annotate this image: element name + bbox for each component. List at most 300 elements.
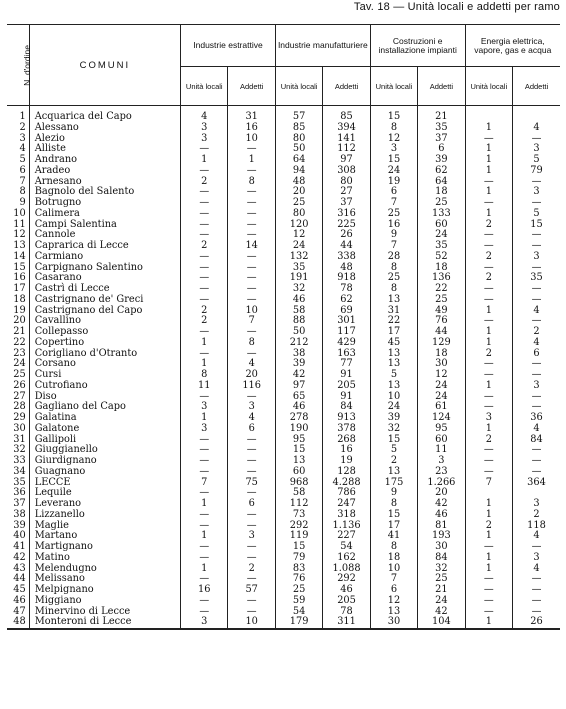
comune-name: Bagnolo del Salento <box>29 187 180 198</box>
costr-unita: 28 <box>370 252 417 263</box>
energia-unita: 1 <box>465 381 512 392</box>
energia-addetti: 5 <box>513 155 560 166</box>
manuf-addetti: 77 <box>323 359 370 370</box>
costr-addetti: 193 <box>418 531 465 542</box>
table-row <box>7 316 560 327</box>
manuf-addetti: 46 <box>323 585 370 596</box>
costr-unita: 41 <box>370 531 417 542</box>
energia-unita: — <box>465 359 512 370</box>
energia-addetti: 4 <box>513 564 560 575</box>
table-row <box>7 106 560 123</box>
estrattive-addetti: — <box>228 252 275 263</box>
energia-addetti: — <box>513 295 560 306</box>
estrattive-unita: 3 <box>181 123 228 134</box>
costr-addetti: 21 <box>418 585 465 596</box>
manuf-unita: 112 <box>275 499 322 510</box>
row-number: 3 <box>19 132 26 144</box>
estrattive-unita: — <box>181 456 228 467</box>
estrattive-unita: 2 <box>181 306 228 317</box>
costr-addetti: 1.266 <box>418 478 465 489</box>
energia-addetti: 5 <box>513 209 560 220</box>
row-number: 21 <box>13 326 26 337</box>
manuf-addetti: 44 <box>323 241 370 252</box>
comune-name: Castrignano del Capo <box>29 306 180 317</box>
costr-unita: 8 <box>370 123 417 134</box>
row-number: 6 <box>19 164 26 176</box>
manuf-addetti: 394 <box>323 123 370 134</box>
costr-addetti: 62 <box>418 166 465 177</box>
manuf-unita: 32 <box>275 284 322 295</box>
comune-name: Corigliano d'Otranto <box>29 349 180 360</box>
header-unita-locali: Unità locali <box>370 67 417 106</box>
table-row <box>7 467 560 478</box>
costr-addetti: 133 <box>418 209 465 220</box>
manuf-unita: 58 <box>275 306 322 317</box>
energia-addetti: 3 <box>513 187 560 198</box>
header-group-estrattive: Industrie estrattive <box>181 25 276 67</box>
energia-addetti: 4 <box>513 424 560 435</box>
costr-unita: 175 <box>370 478 417 489</box>
costr-addetti: 104 <box>418 617 465 629</box>
comune-name: Gallipoli <box>29 435 180 446</box>
estrattive-addetti: — <box>228 220 275 231</box>
costr-addetti: 22 <box>418 284 465 295</box>
table-row <box>7 198 560 209</box>
comune-name: Guagnano <box>29 467 180 478</box>
costr-addetti: 30 <box>418 542 465 553</box>
costr-unita: 10 <box>370 564 417 575</box>
comune-name: Lizzanello <box>29 510 180 521</box>
data-table <box>7 24 560 630</box>
estrattive-addetti: 4 <box>228 359 275 370</box>
estrattive-unita: — <box>181 273 228 284</box>
manuf-unita: 46 <box>275 295 322 306</box>
comune-name: Diso <box>29 392 180 403</box>
row-number: 12 <box>13 229 26 241</box>
estrattive-unita: 8 <box>181 370 228 381</box>
energia-unita: 1 <box>465 166 512 177</box>
row-number: 2 <box>19 121 26 133</box>
table-row <box>7 456 560 467</box>
row-number: 18 <box>13 293 26 305</box>
comune-name: Collepasso <box>29 327 180 338</box>
estrattive-addetti: 2 <box>228 564 275 575</box>
manuf-unita: 76 <box>275 574 322 585</box>
energia-unita: — <box>465 574 512 585</box>
manuf-addetti: 429 <box>323 338 370 349</box>
estrattive-addetti: — <box>228 456 275 467</box>
estrattive-unita: — <box>181 553 228 564</box>
costr-unita: 13 <box>370 381 417 392</box>
manuf-unita: 88 <box>275 316 322 327</box>
estrattive-addetti: 7 <box>228 316 275 327</box>
costr-unita: 15 <box>370 435 417 446</box>
table-row <box>7 564 560 575</box>
energia-unita: — <box>465 596 512 607</box>
estrattive-unita: 1 <box>181 359 228 370</box>
manuf-addetti: 27 <box>323 187 370 198</box>
header-unita-locali: Unità locali <box>465 67 512 106</box>
energia-addetti: 4 <box>513 338 560 349</box>
energia-unita: 1 <box>465 499 512 510</box>
costr-addetti: 35 <box>418 241 465 252</box>
table-row <box>7 424 560 435</box>
header-addetti: Addetti <box>513 67 560 106</box>
costr-addetti: 24 <box>418 381 465 392</box>
estrattive-unita: 3 <box>181 134 228 145</box>
row-number: 22 <box>13 336 26 348</box>
comune-name: Melissano <box>29 574 180 585</box>
manuf-unita: 83 <box>275 564 322 575</box>
estrattive-unita: 1 <box>181 499 228 510</box>
energia-unita: 1 <box>465 187 512 198</box>
comune-name: Martignano <box>29 542 180 553</box>
manuf-addetti: 205 <box>323 381 370 392</box>
costr-unita: 30 <box>370 617 417 629</box>
estrattive-unita: — <box>181 230 228 241</box>
energia-unita: — <box>465 230 512 241</box>
estrattive-addetti: 3 <box>228 402 275 413</box>
manuf-addetti: 316 <box>323 209 370 220</box>
row-number: 19 <box>13 304 26 316</box>
comune-name: Martano <box>29 531 180 542</box>
row-number: 9 <box>19 197 26 208</box>
energia-unita: — <box>465 370 512 381</box>
manuf-unita: 35 <box>275 263 322 274</box>
manuf-addetti: 301 <box>323 316 370 327</box>
estrattive-unita: — <box>181 607 228 618</box>
energia-addetti: — <box>513 607 560 618</box>
comune-name: Acquarica del Capo <box>29 106 180 123</box>
energia-addetti: 4 <box>513 306 560 317</box>
estrattive-addetti: — <box>228 467 275 478</box>
estrattive-addetti: 31 <box>228 106 275 123</box>
manuf-addetti: 4.288 <box>323 478 370 489</box>
energia-unita: — <box>465 177 512 188</box>
manuf-unita: 39 <box>275 359 322 370</box>
energia-unita: 2 <box>465 349 512 360</box>
row-number: 14 <box>13 250 26 262</box>
manuf-unita: 15 <box>275 445 322 456</box>
estrattive-unita: — <box>181 435 228 446</box>
costr-addetti: 12 <box>418 370 465 381</box>
comune-name: Gagliano del Capo <box>29 402 180 413</box>
row-number: 45 <box>13 584 26 595</box>
manuf-addetti: 26 <box>323 230 370 241</box>
energia-addetti: 35 <box>513 273 560 284</box>
costr-addetti: 24 <box>418 596 465 607</box>
costr-unita: 18 <box>370 553 417 564</box>
costr-addetti: 24 <box>418 230 465 241</box>
table-row <box>7 402 560 413</box>
manuf-unita: 42 <box>275 370 322 381</box>
energia-addetti: 26 <box>513 617 560 629</box>
table-row <box>7 349 560 360</box>
comune-name: Alliste <box>29 144 180 155</box>
costr-unita: 12 <box>370 134 417 145</box>
estrattive-addetti: 8 <box>228 338 275 349</box>
manuf-addetti: 378 <box>323 424 370 435</box>
costr-unita: 13 <box>370 607 417 618</box>
manuf-addetti: 117 <box>323 327 370 338</box>
costr-addetti: 25 <box>418 574 465 585</box>
estrattive-addetti: 6 <box>228 424 275 435</box>
manuf-unita: 292 <box>275 521 322 532</box>
estrattive-unita: 1 <box>181 155 228 166</box>
table-row <box>7 499 560 510</box>
row-number: 39 <box>13 519 26 531</box>
manuf-unita: 57 <box>275 106 322 123</box>
estrattive-unita: 2 <box>181 316 228 327</box>
comune-name: Matino <box>29 553 180 564</box>
energia-unita: — <box>465 467 512 478</box>
energia-addetti: — <box>513 263 560 274</box>
manuf-addetti: 85 <box>323 106 370 123</box>
estrattive-addetti: 116 <box>228 381 275 392</box>
estrattive-addetti: 75 <box>228 478 275 489</box>
manuf-addetti: 69 <box>323 306 370 317</box>
costr-addetti: 76 <box>418 316 465 327</box>
manuf-unita: 278 <box>275 413 322 424</box>
manuf-addetti: 318 <box>323 510 370 521</box>
comune-name: Casarano <box>29 273 180 284</box>
estrattive-unita: — <box>181 295 228 306</box>
costr-addetti: 25 <box>418 198 465 209</box>
header-comuni: COMUNI <box>29 25 180 106</box>
manuf-unita: 54 <box>275 607 322 618</box>
energia-unita: 1 <box>465 617 512 629</box>
row-number: 24 <box>13 358 26 370</box>
costr-addetti: 3 <box>418 456 465 467</box>
table-row <box>7 510 560 521</box>
estrattive-unita: — <box>181 327 228 338</box>
energia-unita: 7 <box>465 478 512 489</box>
row-number: 34 <box>13 465 26 477</box>
row-number: 25 <box>13 369 26 380</box>
costr-unita: 9 <box>370 230 417 241</box>
table-row <box>7 585 560 596</box>
energia-unita: 1 <box>465 531 512 542</box>
row-number: 44 <box>13 573 26 585</box>
costr-addetti: 30 <box>418 359 465 370</box>
manuf-addetti: 162 <box>323 553 370 564</box>
comune-name: Cursi <box>29 370 180 381</box>
manuf-addetti: 80 <box>323 177 370 188</box>
costr-addetti: 61 <box>418 402 465 413</box>
energia-unita: — <box>465 295 512 306</box>
energia-addetti: — <box>513 284 560 295</box>
estrattive-addetti: — <box>228 542 275 553</box>
costr-addetti: 39 <box>418 155 465 166</box>
costr-unita: 6 <box>370 585 417 596</box>
costr-unita: 12 <box>370 596 417 607</box>
manuf-unita: 59 <box>275 596 322 607</box>
comune-name: Galatone <box>29 424 180 435</box>
costr-unita: 13 <box>370 467 417 478</box>
estrattive-addetti: — <box>228 596 275 607</box>
comune-name: Melpignano <box>29 585 180 596</box>
header-group-manufatturiere: Industrie manufatturiere <box>275 25 370 67</box>
row-number: 47 <box>13 605 26 617</box>
table-row <box>7 295 560 306</box>
row-number: 43 <box>13 562 26 574</box>
manuf-addetti: 91 <box>323 370 370 381</box>
costr-unita: 32 <box>370 424 417 435</box>
comune-name: Monteroni di Lecce <box>29 617 180 629</box>
estrattive-addetti: 10 <box>228 617 275 629</box>
row-number: 33 <box>13 455 26 466</box>
energia-unita: 2 <box>465 220 512 231</box>
comune-name: Maglie <box>29 521 180 532</box>
estrattive-addetti: — <box>228 327 275 338</box>
comune-name: Alezio <box>29 134 180 145</box>
row-number: 17 <box>13 283 26 294</box>
costr-addetti: 46 <box>418 510 465 521</box>
comune-name: Alessano <box>29 123 180 134</box>
estrattive-addetti: 14 <box>228 241 275 252</box>
energia-addetti: 3 <box>513 499 560 510</box>
costr-unita: 6 <box>370 187 417 198</box>
estrattive-addetti: — <box>228 392 275 403</box>
header-unita-locali: Unità locali <box>181 67 228 106</box>
manuf-unita: 94 <box>275 166 322 177</box>
manuf-addetti: 141 <box>323 134 370 145</box>
manuf-unita: 79 <box>275 553 322 564</box>
manuf-addetti: 163 <box>323 349 370 360</box>
manuf-unita: 15 <box>275 542 322 553</box>
manuf-addetti: 97 <box>323 155 370 166</box>
energia-unita: 1 <box>465 209 512 220</box>
costr-unita: 8 <box>370 499 417 510</box>
table-row <box>7 134 560 145</box>
estrattive-unita: 11 <box>181 381 228 392</box>
manuf-unita: 80 <box>275 134 322 145</box>
table-row <box>7 381 560 392</box>
manuf-unita: 120 <box>275 220 322 231</box>
row-number: 10 <box>13 207 26 219</box>
estrattive-addetti: 20 <box>228 370 275 381</box>
estrattive-unita: 1 <box>181 413 228 424</box>
energia-unita: 1 <box>465 123 512 134</box>
manuf-addetti: 19 <box>323 456 370 467</box>
row-number: 5 <box>19 154 26 165</box>
row-number: 20 <box>13 315 26 327</box>
estrattive-unita: 3 <box>181 402 228 413</box>
estrattive-unita: 3 <box>181 617 228 629</box>
manuf-addetti: 913 <box>323 413 370 424</box>
costr-unita: 19 <box>370 177 417 188</box>
energia-addetti: 118 <box>513 521 560 532</box>
table-row <box>7 327 560 338</box>
estrattive-addetti: — <box>228 574 275 585</box>
costr-addetti: 42 <box>418 607 465 618</box>
comune-name: Castrignano de' Greci <box>29 295 180 306</box>
row-number: 36 <box>13 487 26 499</box>
table-row <box>7 123 560 134</box>
table-row <box>7 413 560 424</box>
manuf-addetti: 227 <box>323 531 370 542</box>
energia-addetti: 84 <box>513 435 560 446</box>
comune-name: Cutrofiano <box>29 381 180 392</box>
estrattive-addetti: 4 <box>228 413 275 424</box>
energia-addetti: — <box>513 574 560 585</box>
manuf-addetti: 311 <box>323 617 370 629</box>
estrattive-unita: — <box>181 596 228 607</box>
estrattive-addetti: — <box>228 209 275 220</box>
energia-addetti: 2 <box>513 327 560 338</box>
row-number: 38 <box>13 508 26 520</box>
estrattive-addetti: 6 <box>228 499 275 510</box>
energia-unita: — <box>465 241 512 252</box>
energia-unita: — <box>465 542 512 553</box>
comune-name: Cavallino <box>29 316 180 327</box>
energia-unita: 1 <box>465 306 512 317</box>
energia-addetti: — <box>513 542 560 553</box>
costr-unita: 13 <box>370 359 417 370</box>
comune-name: Copertino <box>29 338 180 349</box>
row-number: 27 <box>13 390 26 402</box>
comune-name: Miggiano <box>29 596 180 607</box>
costr-addetti: 95 <box>418 424 465 435</box>
manuf-addetti: 225 <box>323 220 370 231</box>
row-number: 35 <box>13 476 26 488</box>
costr-unita: 3 <box>370 144 417 155</box>
manuf-unita: 12 <box>275 230 322 241</box>
costr-addetti: 129 <box>418 338 465 349</box>
costr-addetti: 18 <box>418 349 465 360</box>
energia-addetti: 4 <box>513 531 560 542</box>
costr-unita: 45 <box>370 338 417 349</box>
costr-unita: 17 <box>370 327 417 338</box>
energia-unita: 1 <box>465 510 512 521</box>
comune-name: Giurdignano <box>29 456 180 467</box>
costr-unita: 8 <box>370 284 417 295</box>
table-row <box>7 338 560 349</box>
energia-addetti <box>513 106 560 123</box>
estrattive-addetti: 10 <box>228 134 275 145</box>
costr-addetti: 44 <box>418 327 465 338</box>
estrattive-unita: 7 <box>181 478 228 489</box>
costr-unita: 8 <box>370 263 417 274</box>
costr-unita: 24 <box>370 402 417 413</box>
costr-addetti: 42 <box>418 499 465 510</box>
row-number: 40 <box>13 530 26 542</box>
energia-addetti: — <box>513 230 560 241</box>
energia-addetti: 6 <box>513 349 560 360</box>
table-row <box>7 166 560 177</box>
estrattive-unita: 1 <box>181 531 228 542</box>
table-row <box>7 542 560 553</box>
row-number: 28 <box>13 401 26 413</box>
costr-unita: 15 <box>370 155 417 166</box>
energia-unita: 2 <box>465 521 512 532</box>
manuf-addetti: 62 <box>323 295 370 306</box>
energia-addetti: — <box>513 392 560 403</box>
manuf-addetti: 247 <box>323 499 370 510</box>
estrattive-addetti: — <box>228 553 275 564</box>
estrattive-addetti: 1 <box>228 155 275 166</box>
energia-addetti: — <box>513 467 560 478</box>
energia-unita: 1 <box>465 553 512 564</box>
manuf-addetti: 37 <box>323 198 370 209</box>
costr-addetti: 6 <box>418 144 465 155</box>
estrattive-addetti: — <box>228 144 275 155</box>
row-number: 41 <box>13 541 26 552</box>
estrattive-addetti: — <box>228 295 275 306</box>
comune-name: Galatina <box>29 413 180 424</box>
energia-addetti: 4 <box>513 123 560 134</box>
header-ordine-label: N. d'ordine <box>21 44 32 86</box>
